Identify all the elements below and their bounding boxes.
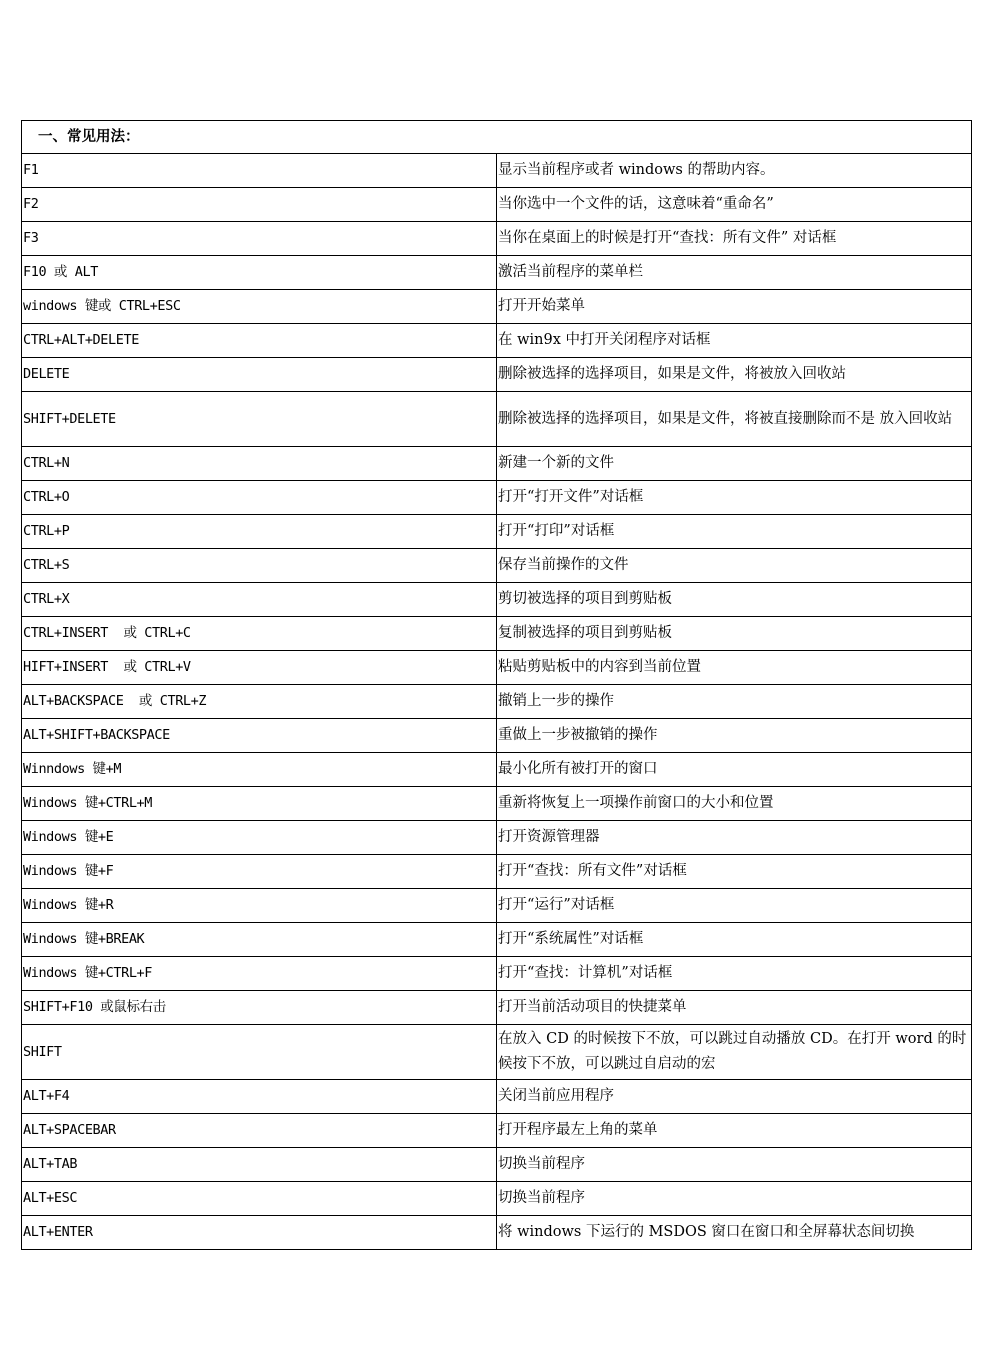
shortcut-key-cell: Windows 键+R: [22, 889, 497, 923]
shortcut-description-cell: 打开当前活动项目的快捷菜单: [497, 991, 972, 1025]
shortcut-key-cell: Winndows 键+M: [22, 753, 497, 787]
table-row: [22, 447, 972, 481]
shortcut-key-cell: F10 或 ALT: [22, 256, 497, 290]
shortcut-description-cell: 在 win9x 中打开关闭程序对话框: [497, 324, 972, 358]
shortcut-key-cell: F3: [22, 222, 497, 256]
shortcut-description-cell: 撤销上一步的操作: [497, 685, 972, 719]
table-row: [22, 1114, 972, 1148]
shortcut-key-cell: ALT+F4: [22, 1080, 497, 1114]
shortcut-key-cell: F1: [22, 154, 497, 188]
table-row: [22, 1216, 972, 1250]
table-row: [22, 358, 972, 392]
shortcut-description-cell: 保存当前操作的文件: [497, 549, 972, 583]
shortcut-key-cell: ALT+ENTER: [22, 1216, 497, 1250]
shortcut-description-cell: 关闭当前应用程序: [497, 1080, 972, 1114]
shortcut-key-cell: ALT+TAB: [22, 1148, 497, 1182]
table-row: [22, 188, 972, 222]
shortcut-description-cell: 复制被选择的项目到剪贴板: [497, 617, 972, 651]
shortcut-description-cell: 打开“运行”对话框: [497, 889, 972, 923]
table-row: [22, 392, 972, 447]
section-title: 一、常见用法：: [22, 121, 972, 154]
shortcut-key-cell: CTRL+INSERT 或 CTRL+C: [22, 617, 497, 651]
shortcut-description-cell: 新建一个新的文件: [497, 447, 972, 481]
section-header-row: [22, 121, 972, 154]
table-row: [22, 651, 972, 685]
shortcut-key-cell: CTRL+X: [22, 583, 497, 617]
shortcut-description-cell: 删除被选择的选择项目，如果是文件，将被直接删除而不是 放入回收站: [497, 392, 972, 447]
shortcut-description-cell: 当你在桌面上的时候是打开“查找：所有文件” 对话框: [497, 222, 972, 256]
table-row: [22, 617, 972, 651]
shortcut-key-cell: SHIFT+DELETE: [22, 392, 497, 447]
shortcut-description-cell: 打开资源管理器: [497, 821, 972, 855]
table-row: [22, 583, 972, 617]
table-row: [22, 1182, 972, 1216]
shortcut-description-cell: 显示当前程序或者 windows 的帮助内容。: [497, 154, 972, 188]
shortcut-description-cell: 将 windows 下运行的 MSDOS 窗口在窗口和全屏幕状态间切换: [497, 1216, 972, 1250]
shortcut-key-cell: Windows 键+CTRL+M: [22, 787, 497, 821]
shortcut-description-cell: 重做上一步被撤销的操作: [497, 719, 972, 753]
table-row: [22, 1025, 972, 1080]
shortcut-key-cell: SHIFT: [22, 1025, 497, 1080]
shortcut-key-cell: ALT+BACKSPACE 或 CTRL+Z: [22, 685, 497, 719]
shortcut-key-cell: ALT+SHIFT+BACKSPACE: [22, 719, 497, 753]
table-row: [22, 324, 972, 358]
shortcut-description-cell: 重新将恢复上一项操作前窗口的大小和位置: [497, 787, 972, 821]
table-row: [22, 481, 972, 515]
table-row: [22, 222, 972, 256]
shortcut-description-cell: 粘贴剪贴板中的内容到当前位置: [497, 651, 972, 685]
shortcut-description-cell: 打开“查找：所有文件”对话框: [497, 855, 972, 889]
shortcut-key-cell: CTRL+ALT+DELETE: [22, 324, 497, 358]
shortcut-key-cell: Windows 键+F: [22, 855, 497, 889]
shortcut-key-cell: CTRL+P: [22, 515, 497, 549]
table-row: [22, 719, 972, 753]
table-row: [22, 753, 972, 787]
shortcut-description-cell: 删除被选择的选择项目，如果是文件，将被放入回收站: [497, 358, 972, 392]
shortcut-key-cell: Windows 键+BREAK: [22, 923, 497, 957]
shortcut-key-cell: Windows 键+CTRL+F: [22, 957, 497, 991]
shortcut-key-cell: ALT+ESC: [22, 1182, 497, 1216]
shortcut-key-cell: Windows 键+E: [22, 821, 497, 855]
table-row: [22, 549, 972, 583]
shortcut-key-cell: CTRL+O: [22, 481, 497, 515]
shortcut-description-cell: 打开“打开文件”对话框: [497, 481, 972, 515]
table-row: [22, 957, 972, 991]
shortcut-key-cell: F2: [22, 188, 497, 222]
table-row: [22, 889, 972, 923]
shortcut-description-cell: 剪切被选择的项目到剪贴板: [497, 583, 972, 617]
shortcut-key-cell: windows 键或 CTRL+ESC: [22, 290, 497, 324]
table-row: [22, 154, 972, 188]
shortcut-key-cell: CTRL+S: [22, 549, 497, 583]
shortcut-description-cell: 最小化所有被打开的窗口: [497, 753, 972, 787]
shortcut-description-cell: 打开“系统属性”对话框: [497, 923, 972, 957]
shortcut-table: [21, 120, 972, 1250]
shortcut-description-cell: 打开开始菜单: [497, 290, 972, 324]
shortcut-description-cell: 切换当前程序: [497, 1148, 972, 1182]
shortcut-key-cell: HIFT+INSERT 或 CTRL+V: [22, 651, 497, 685]
shortcut-description-cell: 在放入 CD 的时候按下不放，可以跳过自动播放 CD。在打开 word 的时候按下不放，可以跳过自启动的宏: [497, 1025, 972, 1080]
table-row: [22, 821, 972, 855]
shortcut-description-cell: 打开程序最左上角的菜单: [497, 1114, 972, 1148]
table-row: [22, 290, 972, 324]
table-row: [22, 923, 972, 957]
table-row: [22, 1148, 972, 1182]
table-row: [22, 515, 972, 549]
shortcut-description-cell: 激活当前程序的菜单栏: [497, 256, 972, 290]
shortcut-description-cell: 当你选中一个文件的话，这意味着“重命名”: [497, 188, 972, 222]
table-row: [22, 787, 972, 821]
table-row: [22, 991, 972, 1025]
shortcut-key-cell: DELETE: [22, 358, 497, 392]
shortcut-description-cell: 打开“打印”对话框: [497, 515, 972, 549]
table-row: [22, 855, 972, 889]
table-row: [22, 1080, 972, 1114]
shortcut-key-cell: ALT+SPACEBAR: [22, 1114, 497, 1148]
table-row: [22, 685, 972, 719]
table-row: [22, 256, 972, 290]
shortcut-key-cell: CTRL+N: [22, 447, 497, 481]
shortcut-description-cell: 打开“查找：计算机”对话框: [497, 957, 972, 991]
shortcut-key-cell: SHIFT+F10 或鼠标右击: [22, 991, 497, 1025]
shortcut-description-cell: 切换当前程序: [497, 1182, 972, 1216]
